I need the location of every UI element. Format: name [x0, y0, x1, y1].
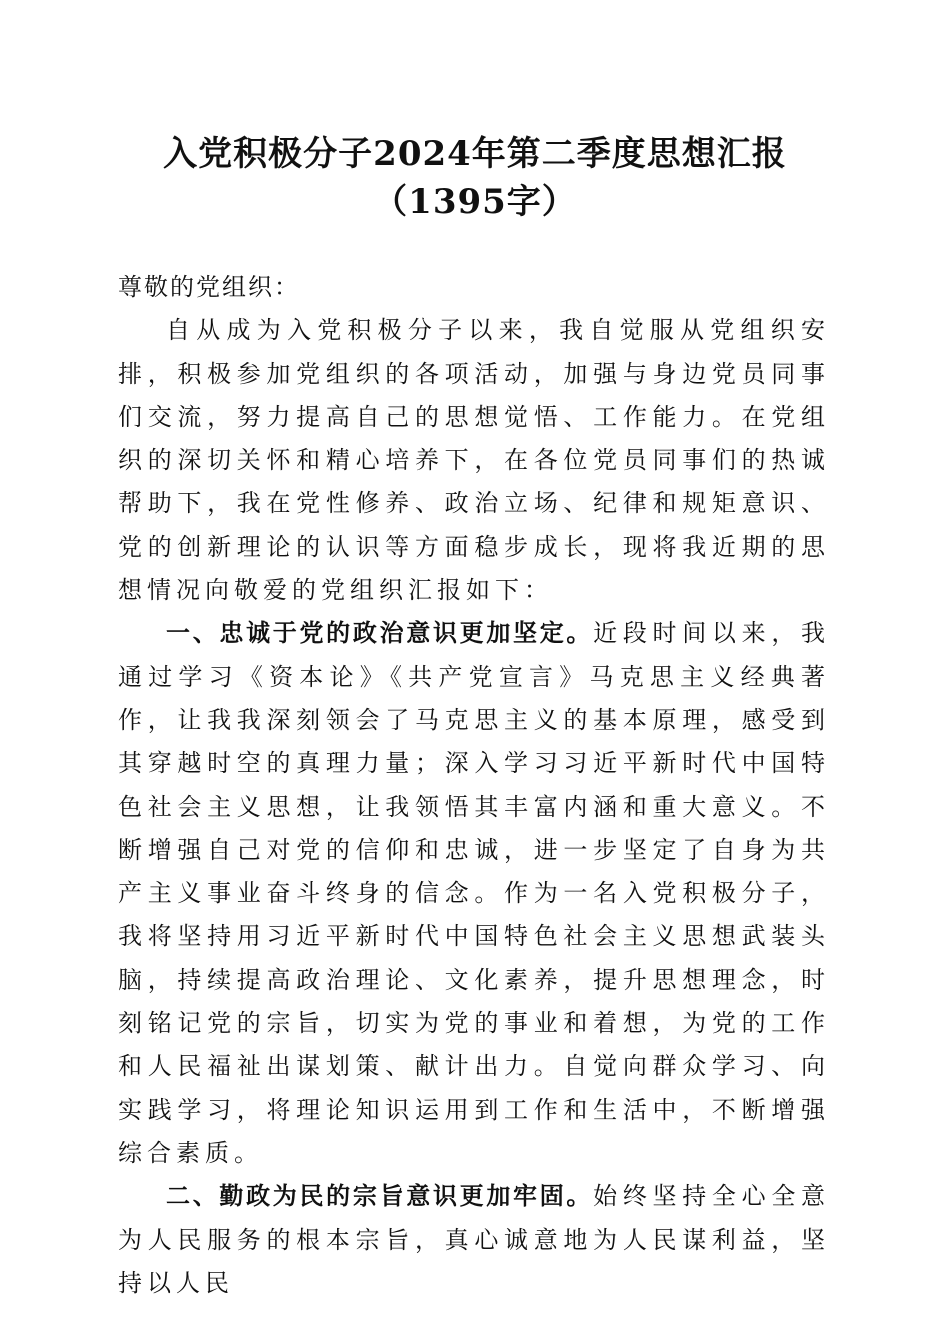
paragraph-text: 近段时间以来，我通过学习《资本论》《共产党宣言》马克思主义经典著作，让我我深刻领会了马克思主义的基本原理，感受到其穿越时空的真理力量；深入学习习近平新时代中国特色社会主义思想，让我领悟其丰富内涵和重大意义。不断增强自己对党的信仰和忠诚，进一步坚定了自身为共产主义事业奋斗终身的信念。作为一名入党积极分子，我将坚持用习近平新时代中国特色社会主义思想武装头脑，持续提高政治理论、文化素养，提升思想理念，时刻铭记党的宗旨，切实为党的事业和着想，为党的工作和人民福祉出谋划策、献计出力。自觉向群众学习、向实践学习，将理论知识运用到工作和生活中，不断增强综合素质。: [118, 619, 831, 1167]
title-main: 入党积极分子2024年第二季度思想汇报: [163, 134, 787, 174]
paragraph-intro: [118, 309, 830, 612]
document-title: [0, 130, 950, 226]
section-heading: 一、忠诚于党的政治意识更加坚定。: [166, 619, 594, 648]
paragraph-text: 自从成为入党积极分子以来，我自觉服从党组织安排，积极参加党组织的各项活动，加强与身边党员同事们交流，努力提高自己的思想觉悟、工作能力。在党组织的深切关怀和精心培养下，在各位党员同事们的热诚帮助下，我在党性修养、政治立场、纪律和规矩意识、党的创新理论的认识等方面稳步成长，现将我近期的思想情况向敬爱的党组织汇报如下：: [118, 316, 830, 605]
salutation: 尊敬的党组织：: [118, 273, 300, 301]
paragraph-section-1: [118, 612, 830, 1175]
paragraph-section-2: [118, 1175, 830, 1305]
section-heading: 二、勤政为民的宗旨意识更加牢固。: [166, 1182, 594, 1211]
document-body: [118, 266, 830, 1305]
paragraph-text: 始终坚持全心全意为人民服务的根本宗旨，真心诚意地为人民谋利益，坚持以人民: [118, 1182, 831, 1297]
title-word-count: （1395字）: [373, 182, 577, 222]
